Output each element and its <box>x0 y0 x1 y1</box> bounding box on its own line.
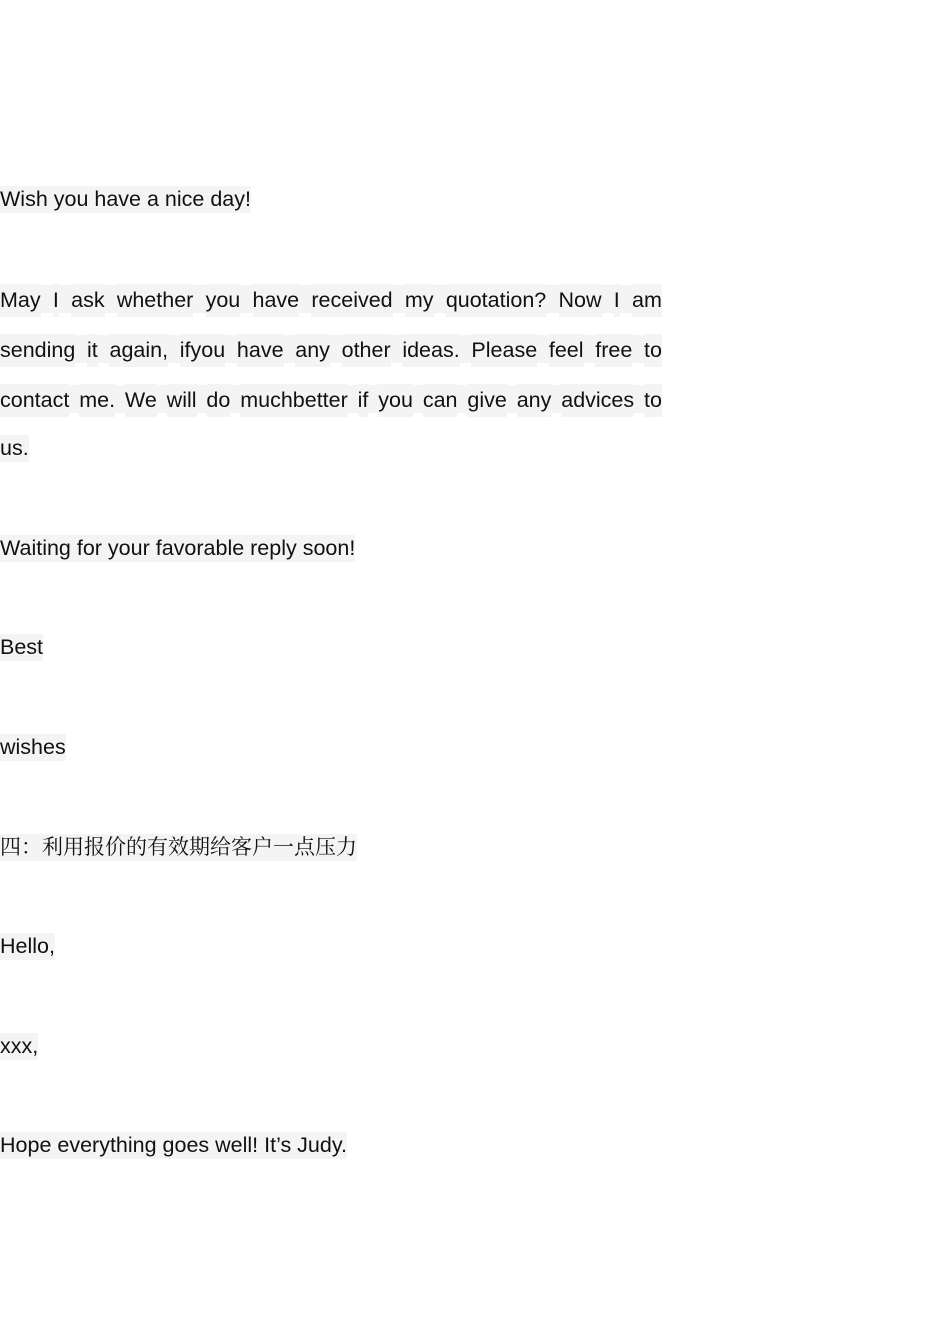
paragraph-text: Waiting for your favorable reply soon! <box>0 536 356 560</box>
quotation-word: it <box>87 334 98 367</box>
quotation-word: my <box>405 284 434 317</box>
quotation-word: me. <box>79 384 115 417</box>
quotation-word: quotation? <box>446 284 546 317</box>
paragraph-name <box>0 1031 38 1061</box>
quotation-word: I <box>53 284 59 317</box>
paragraph-best <box>0 632 43 662</box>
quotation-word: am <box>632 284 662 317</box>
paragraph-text: Hello, <box>0 934 55 958</box>
quotation-word: Now <box>559 284 602 317</box>
quotation-word: you <box>206 284 241 317</box>
quotation-word: Please <box>471 334 537 367</box>
quotation-word: advices <box>561 384 634 417</box>
quotation-word: to <box>644 384 662 417</box>
quotation-line-4 <box>0 433 29 463</box>
quotation-word: contact <box>0 384 69 417</box>
quotation-line-text: us. <box>0 436 29 460</box>
paragraph-text: Hope everything goes well! It’s Judy. <box>0 1133 347 1157</box>
quotation-word: feel <box>549 334 584 367</box>
quotation-line-3 <box>0 384 662 417</box>
quotation-word: have <box>237 334 284 367</box>
paragraph-wishes <box>0 732 66 762</box>
quotation-word: do <box>206 384 230 417</box>
quotation-line-1 <box>0 284 662 317</box>
paragraph-waiting <box>0 533 355 563</box>
quotation-word: give <box>467 384 506 417</box>
quotation-word: have <box>253 284 300 317</box>
quotation-line-2 <box>0 334 662 367</box>
quotation-word: can <box>423 384 458 417</box>
paragraph-hope <box>0 1130 347 1160</box>
quotation-word: to <box>644 334 662 367</box>
quotation-word: ideas. <box>402 334 459 367</box>
quotation-word: We <box>125 384 157 417</box>
quotation-word: May <box>0 284 41 317</box>
quotation-word: will <box>167 384 197 417</box>
heading-text: 四：利用报价的有效期给客户一点压力 <box>0 835 357 859</box>
quotation-word: any <box>517 384 552 417</box>
section-heading <box>0 832 357 862</box>
quotation-word: whether <box>117 284 194 317</box>
quotation-word: muchbetter <box>240 384 348 417</box>
paragraph-text: wishes <box>0 735 66 759</box>
paragraph-greeting <box>0 184 251 214</box>
quotation-word: if <box>358 384 369 417</box>
quotation-word: other <box>342 334 391 367</box>
quotation-word: free <box>595 334 632 367</box>
quotation-word: ifyou <box>180 334 225 367</box>
paragraph-text: xxx, <box>0 1034 39 1058</box>
paragraph-text: Best <box>0 635 44 659</box>
paragraph-text: Wish you have a nice day! <box>0 187 251 211</box>
quotation-word: I <box>614 284 620 317</box>
quotation-word: received <box>311 284 392 317</box>
quotation-word: any <box>295 334 330 367</box>
quotation-word: ask <box>71 284 104 317</box>
quotation-word: again, <box>109 334 168 367</box>
quotation-word: you <box>378 384 413 417</box>
quotation-word: sending <box>0 334 75 367</box>
paragraph-hello <box>0 931 55 961</box>
